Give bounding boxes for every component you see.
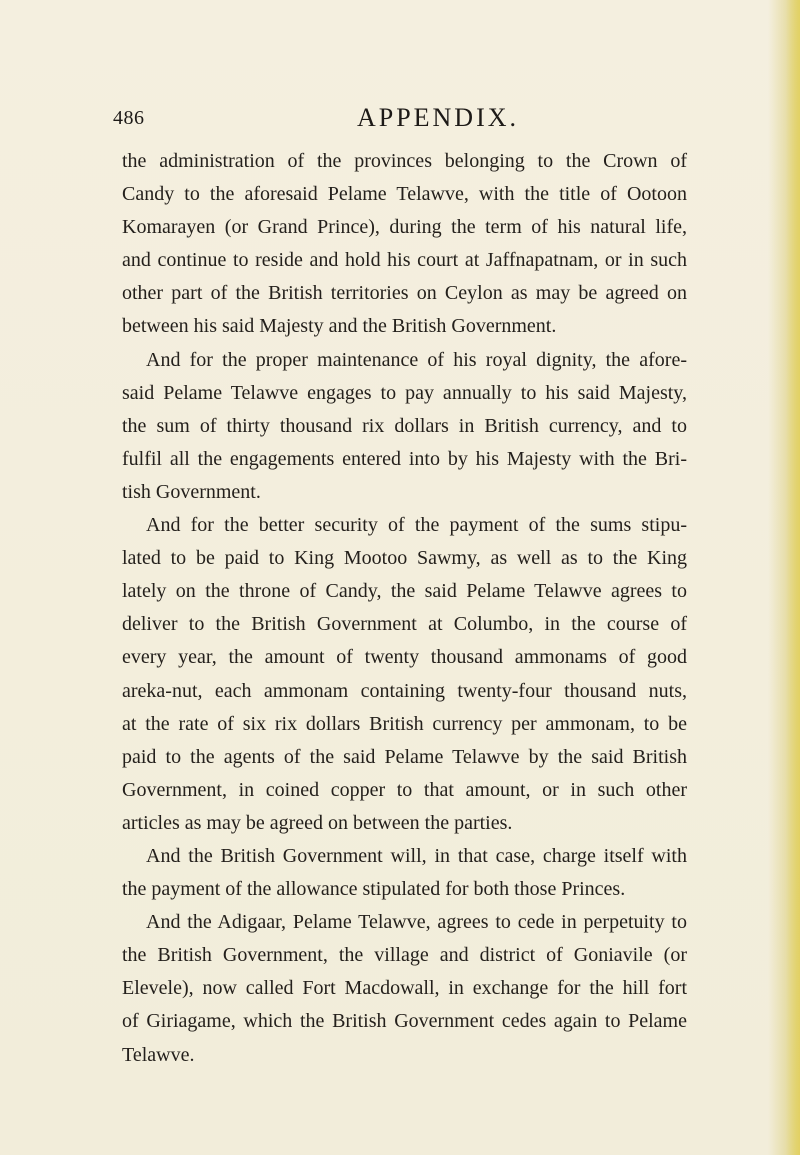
text-line: other part of the British territories on Ceylon as may be agreed on	[122, 282, 687, 305]
text-line: Government, in coined copper to that amount, or in such other	[122, 778, 687, 801]
text-line: lated to be paid to King Mootoo Sawmy, as well as to the King	[122, 547, 687, 570]
text-line: And the Adigaar, Pelame Telawve, agrees to cede in perpetuity to	[146, 911, 687, 934]
page-edge-shading	[786, 0, 800, 1155]
running-head: APPENDIX.	[356, 103, 520, 132]
text-line: lately on the throne of Candy, the said Pelame Telawve agrees to	[122, 580, 687, 603]
text-line: And the British Government will, in that case, charge itself with	[146, 844, 687, 867]
text-line: every year, the amount of twenty thousand ammonams of good	[122, 646, 687, 669]
paragraph-4	[122, 840, 687, 906]
text-line: areka-nut, each ammonam containing twenty-four thousand nuts,	[122, 679, 687, 702]
text-line: paid to the agents of the said Pelame Telawve by the said British	[122, 745, 687, 768]
text-line: Elevele), now called Fort Macdowall, in exchange for the hill fort	[122, 977, 687, 1000]
paragraph-3	[122, 509, 687, 840]
text-line: deliver to the British Government at Columbo, in the course of	[122, 613, 687, 636]
paragraph-5	[122, 906, 687, 1071]
page-header	[113, 103, 713, 137]
text-line: articles as may be agreed on between the parties.	[122, 811, 513, 834]
paragraph-1	[122, 145, 687, 344]
text-line: fulfil all the engagements entered into by his Majesty with the Bri-	[122, 447, 687, 470]
text-line: Candy to the aforesaid Pelame Telawve, with the title of Ootoon	[122, 183, 687, 206]
text-line: the British Government, the village and district of Goniavile (or	[122, 944, 687, 967]
text-line: the administration of the provinces belonging to the Crown of	[122, 150, 687, 172]
text-line: and continue to reside and hold his court at Jaffnapatnam, or in such	[122, 249, 687, 272]
text-line: at the rate of six rix dollars British currency per ammonam, to be	[122, 712, 687, 735]
text-line: between his said Majesty and the British Government.	[122, 315, 557, 338]
page-number: 486	[113, 107, 145, 129]
text-line: of Giriagame, which the British Government cedes again to Pelame	[122, 1010, 687, 1033]
text-line: And for the proper maintenance of his royal dignity, the afore-	[146, 348, 687, 371]
body-text	[122, 145, 687, 1072]
text-line: said Pelame Telawve engages to pay annually to his said Majesty,	[122, 381, 687, 404]
text-line: the payment of the allowance stipulated for both those Princes.	[122, 878, 626, 901]
text-line: Komarayen (or Grand Prince), during the term of his natural life,	[122, 216, 687, 239]
text-line: the sum of thirty thousand rix dollars in British currency, and to	[122, 414, 687, 437]
text-line: Telawve.	[122, 1043, 195, 1066]
paragraph-2	[122, 344, 687, 509]
text-line: And for the better security of the payment of the sums stipu-	[146, 514, 687, 537]
text-line: tish Government.	[122, 480, 261, 503]
